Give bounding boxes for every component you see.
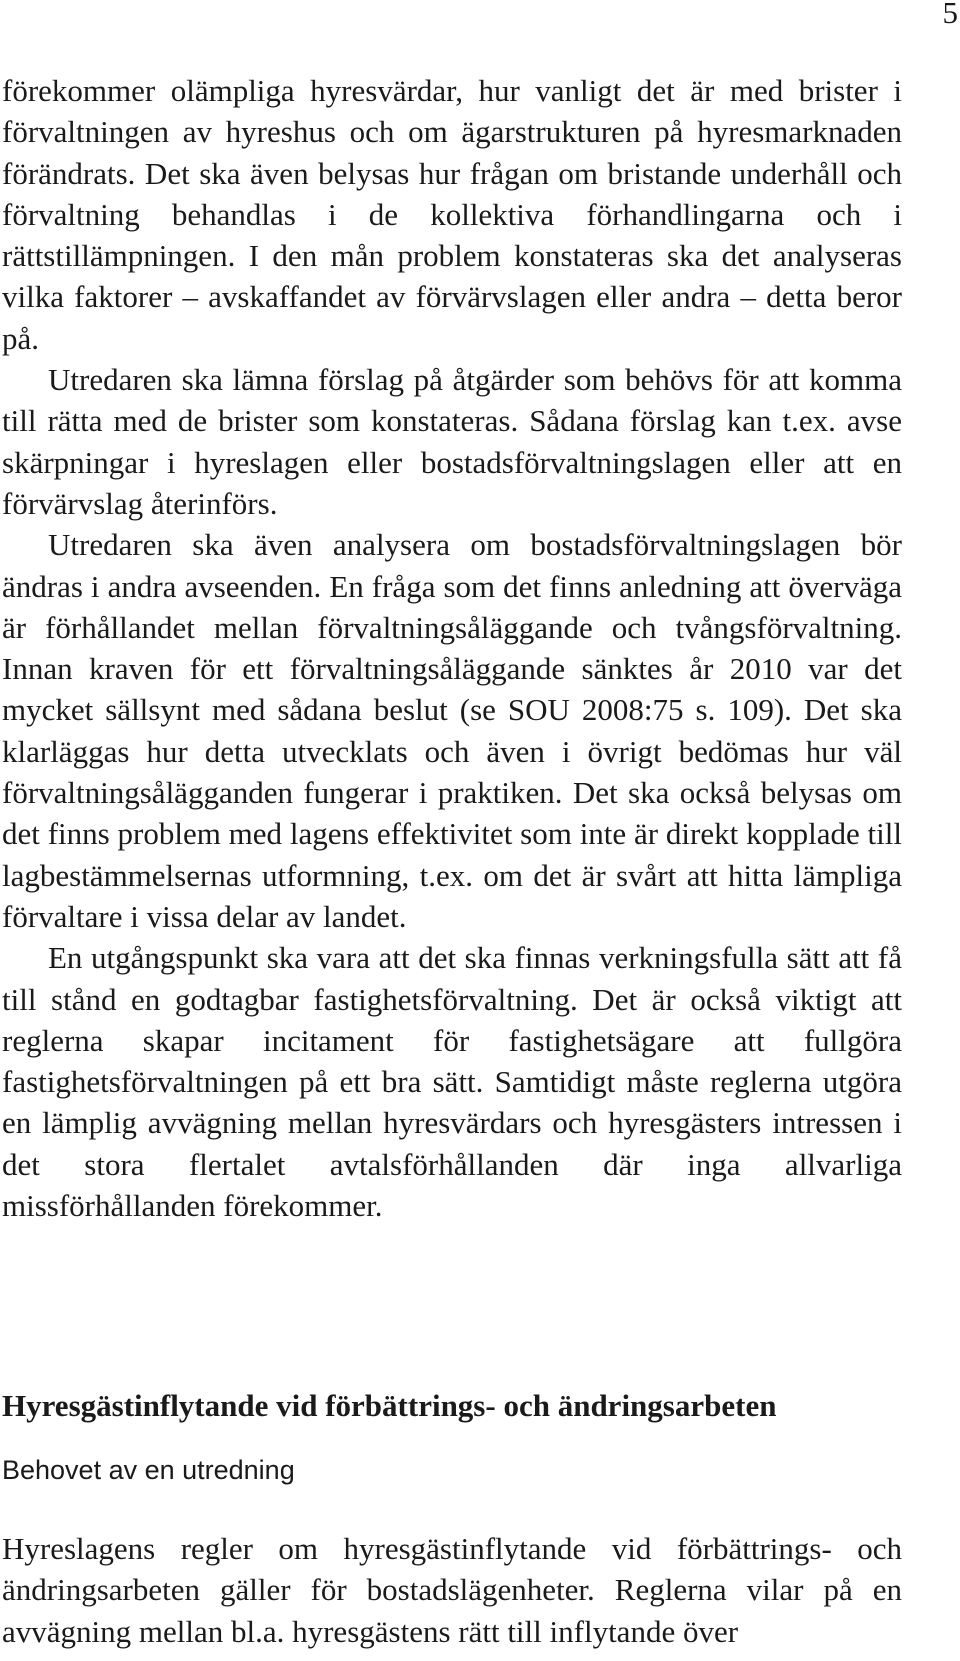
- paragraph: Hyreslagens regler om hyresgästinflytande vid förbättrings- och ändringsarbeten gäller för bostadslägenheter. Reglerna vilar på en avvägning mellan bl.a. hyresgästens rätt till inflytande över: [2, 1531, 902, 1649]
- paragraph: Utredaren ska även analysera om bostadsförvaltningslagen bör ändras i andra avseenden. En fråga som det finns anledning att överväga är förhållandet mellan förvaltningsåläggande och tvångsförvaltning. Innan kraven för ett förvaltningsåläggande sänktes år 2010 var det mycket sällsynt med sådana beslut (se SOU 2008:75 s. 109). Det ska klarläggas hur detta utvecklats och även i övrigt bedömas hur väl förvaltningsålägganden fungerar i praktiken. Det ska också belysas om det finns problem med lagens effektivitet som inte är direkt kopplade till lagbestämmelsernas utformning, t.ex. om det är svårt att hitta lämpliga förvaltare i vissa delar av landet.: [2, 527, 902, 934]
- section-heading: Hyresgästinflytande vid förbättrings- och ändringsarbeten: [2, 1388, 777, 1423]
- section-body-text: [2, 1528, 902, 1652]
- body-text: [2, 70, 902, 1226]
- subheading: Behovet av en utredning: [2, 1455, 295, 1485]
- page-number: 5: [942, 0, 958, 30]
- paragraph: En utgångspunkt ska vara att det ska finnas verkningsfulla sätt att få till stånd en godtagbar fastighetsförvaltning. Det är också viktigt att reglerna skapar incitament för fastighetsägare att fullgöra fastighetsförvaltningen på ett bra sätt. Samtidigt måste reglerna utgöra en lämplig avvägning mellan hyresvärdars och hyresgästers intressen i det stora flertalet avtalsförhållanden där inga allvarliga missförhållanden förekommer.: [2, 940, 902, 1224]
- paragraph: förekommer olämpliga hyresvärdar, hur vanligt det är med brister i förvaltningen av hyreshus och om ägarstrukturen på hyresmarknaden förändrats. Det ska även belysas hur frågan om bristande underhåll och förvaltning behandlas i de kollektiva förhandlingarna och i rättstillämpningen. I den mån problem konstateras ska det analyseras vilka faktorer – avskaffandet av förvärvslagen eller andra – detta beror på.: [2, 73, 902, 356]
- paragraph: Utredaren ska lämna förslag på åtgärder som behövs för att komma till rätta med de brister som konstateras. Sådana förslag kan t.ex. avse skärpningar i hyreslagen eller bostadsförvaltningslagen eller att en förvärvslag återinförs.: [2, 362, 902, 521]
